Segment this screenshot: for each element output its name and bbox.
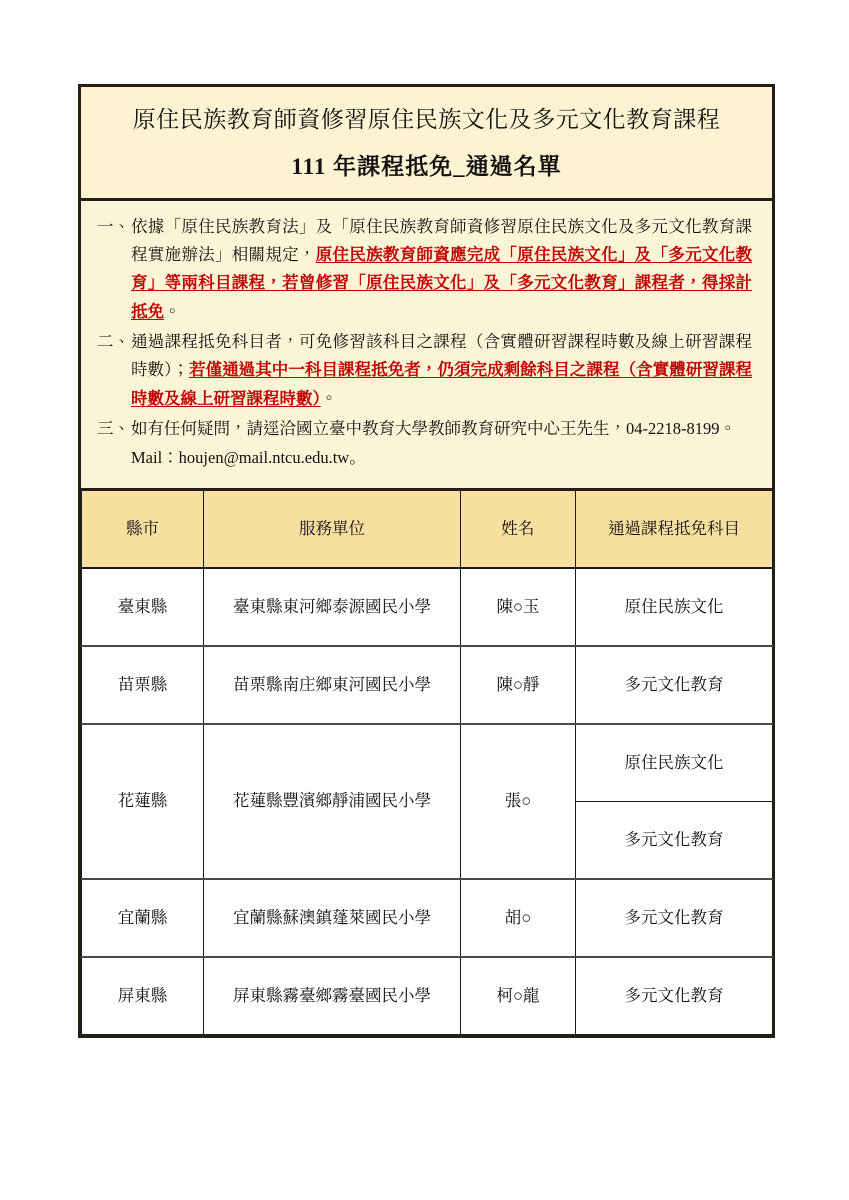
table-row [82, 568, 773, 646]
cell-county: 屏東縣 [82, 957, 204, 1035]
note-segment-plain-tail: 。 [164, 301, 181, 321]
cell-subject: 原住民族文化 [576, 568, 773, 646]
cell-unit: 苗栗縣南庄鄉東河國民小學 [204, 646, 461, 724]
cell-name: 柯○龍 [461, 957, 576, 1035]
cell-name: 胡○ [461, 879, 576, 957]
table-row [82, 646, 773, 724]
cell-unit: 臺東縣東河鄉泰源國民小學 [204, 568, 461, 646]
cell-subject: 多元文化教育 [576, 801, 773, 879]
column-header-subject: 通過課程抵免科目 [576, 491, 773, 568]
cell-unit: 屏東縣霧臺鄉霧臺國民小學 [204, 957, 461, 1035]
document-title-primary: 原住民族教育師資修習原住民族文化及多元文化教育課程 [132, 107, 721, 132]
cell-subject: 多元文化教育 [576, 879, 773, 957]
cell-name: 陳○玉 [461, 568, 576, 646]
roster-table [81, 491, 773, 1035]
note-item-2 [97, 328, 752, 413]
table-header-row [82, 491, 773, 568]
note-segment-plain: 通過課程抵免科目者，可免修習該科目之課程（含實體研習課程時數及線上研習課程時數）； [131, 332, 752, 380]
cell-name: 陳○靜 [461, 646, 576, 724]
note-segment-highlight: 若僅通過其中一科目課程抵免者，仍須完成剩餘科目之課程（含實體研習課程時數及線上研習課程時數） [131, 360, 753, 408]
cell-county: 花蓮縣 [82, 724, 204, 879]
note-segment-highlight: 原住民族教育師資應完成「原住民族文化」及「多元文化教育」等兩科目課程，若曾修習「原住民族文化」及「多元文化教育」課程者，得採計抵免 [131, 244, 753, 321]
table-row [82, 957, 773, 1035]
table-row [82, 879, 773, 957]
cell-subject: 原住民族文化 [576, 724, 773, 802]
column-header-name: 姓名 [461, 491, 576, 568]
note-body [131, 328, 752, 413]
cell-subject: 多元文化教育 [576, 646, 773, 724]
notes-block [81, 201, 772, 491]
note-segment-plain: 如有任何疑問，請逕洽國立臺中教育大學教師教育研究中心王先生，04-2218-8199。 [131, 419, 736, 439]
note-item-3 [97, 415, 752, 472]
cell-county: 宜蘭縣 [82, 879, 204, 957]
table-row [82, 724, 773, 802]
document-title-secondary: 111 年課程抵免_通過名單 [291, 154, 562, 180]
cell-county: 苗栗縣 [82, 646, 204, 724]
cell-subject: 多元文化教育 [576, 957, 773, 1035]
cell-unit: 宜蘭縣蘇澳鎮蓬萊國民小學 [204, 879, 461, 957]
cell-name: 張○ [461, 724, 576, 879]
note-body [131, 415, 752, 472]
column-header-county: 縣市 [82, 491, 204, 568]
note-body [131, 213, 752, 327]
column-header-unit: 服務單位 [204, 491, 461, 568]
cell-county: 臺東縣 [82, 568, 204, 646]
document-frame [78, 84, 775, 1038]
title-block [81, 87, 772, 201]
cell-unit: 花蓮縣豐濱鄉靜浦國民小學 [204, 724, 461, 879]
contact-email-line: Mail：houjen@mail.ntcu.edu.tw。 [131, 447, 366, 467]
note-item-1 [97, 213, 752, 327]
note-marker: 二、 [97, 332, 130, 352]
note-marker: 一、 [97, 216, 130, 236]
note-segment-plain-tail: 。 [320, 388, 338, 408]
note-segment-plain: 依據「原住民族教育法」及「原住民族教育師資修習原住民族文化及多元文化教育課程實施辦法」相關規定， [131, 216, 752, 264]
note-marker: 三、 [97, 419, 130, 439]
